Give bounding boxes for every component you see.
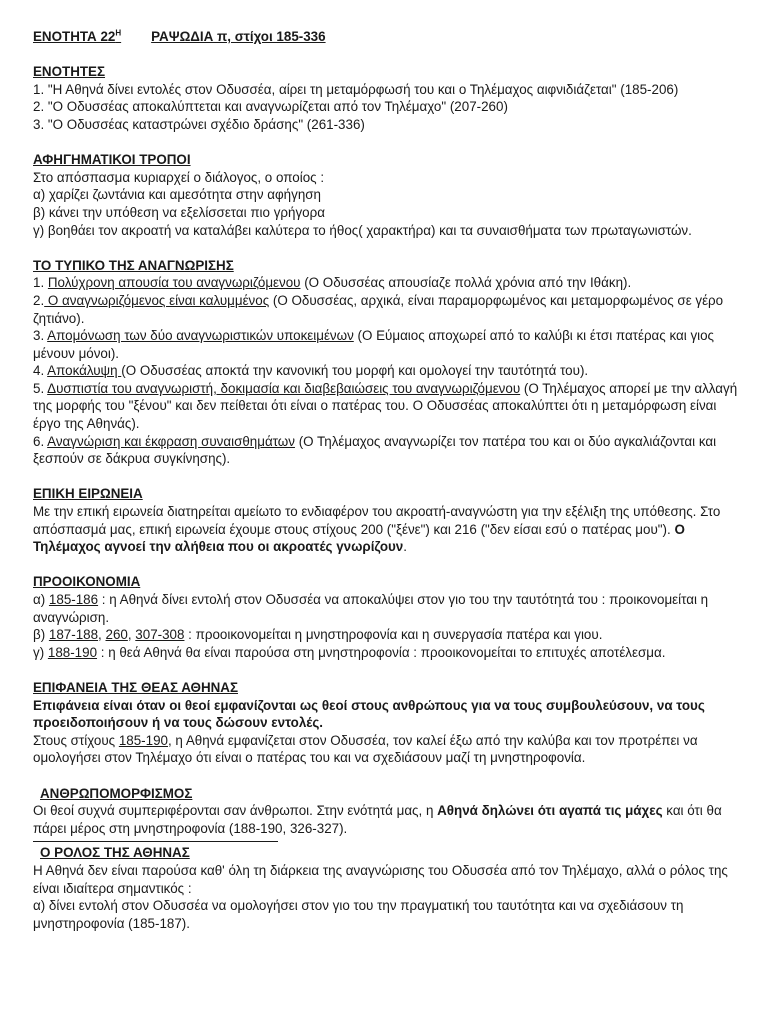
typiko-item: 2. Ο αναγνωριζόμενος είναι καλυμμένος (Ο Οδυσσέας, αρχικά, είναι παραμορφωμένος και μεταμορφωμένος σε γέρο ζητιάνο). xyxy=(33,292,724,326)
typiko-item: 5. Δυσπιστία του αναγνωριστή, δοκιμασία και διαβεβαιώσεις του αναγνωριζόμενου (Ο Τηλέμαχος απορεί με την αλλαγή της μορφής του "ξένου" και δεν πείθεται ότι είναι ο πατέρας του. Ο Οδυσσέας αποκαλύπτει ότι η μεταμόρφωση είναι έργο της Αθηνάς). xyxy=(33,380,738,432)
heading-eironeia: ΕΠΙΚΗ ΕΙΡΩΝΕΙΑ xyxy=(33,486,143,502)
prooikonomia-item: α) 185-186 : η Αθηνά δίνει εντολή στον Οδυσσέα να αποκαλύψει στον γιο του την ταυτότητά του : προικονομείται η αναγνώριση. xyxy=(33,592,709,625)
eironeia-text: Με την επική ειρωνεία διατηρείται αμείωτο το ενδιαφέρον του ακροατή-αναγνώστη για την εξέλιξη της υπόθεσης. Στο απόσπασμά μας, επική ειρωνεία έχουμε στους στίχους 200 ("ξένε") και 216 ("δεν είσαι εσύ ο πατέρας μου"). Ο Τηλέμαχος αγνοεί την αλήθεια που οι ακροατές γνωρίζουν. xyxy=(33,504,721,555)
tropoi-item: α) χαρίζει ζωντάνια και αμεσότητα στην αφήγηση xyxy=(33,187,321,203)
anthropo-text: Οι θεοί συχνά συμπεριφέρονται σαν άνθρωποι. Στην ενότητά μας, η Αθηνά δηλώνει ότι αγαπά τις μάχες και ότι θα πάρει μέρος στη μνηστηροφονία (188-190, 326-327). xyxy=(33,803,722,836)
typiko-item: 1. Πολύχρονη απουσία του αναγνωριζόμενου (Ο Οδυσσέας απουσίαζε πολλά χρόνια από την Ιθάκη). xyxy=(33,275,632,291)
heading-anthropomorfismos: ΑΝΘΡΩΠΟΜΟΡΦΙΣΜΟΣ xyxy=(40,785,193,801)
enotita-item: 1. "Η Αθηνά δίνει εντολές στον Οδυσσέα, αίρει τη μεταμόρφωσή του και ο Τηλέμαχος αιφνιδιάζεται" (185-206) xyxy=(33,81,679,97)
tropoi-item: γ) βοηθάει τον ακροατή να καταλάβει καλύτερα το ήθος( χαρακτήρα) και τα συναισθήματα των πρωταγωνιστών. xyxy=(33,222,692,238)
heading-prooikonomia: ΠΡΟΟΙΚΟΝΟΜΙΑ xyxy=(33,574,141,590)
epifaneia-text: Στους στίχους 185-190, η Αθηνά εμφανίζεται στον Οδυσσέα, τον καλεί έξω από την καλύβα και τον προτρέπει να ομολογήσει στον Τηλέμαχο ότι είναι ο πατέρας του και να σχεδιάσουν μαζί τη μνηστηροφονία. xyxy=(33,732,698,766)
tropoi-intro: Στο απόσπασμα κυριαρχεί ο διάλογος, ο οποίος : xyxy=(33,169,325,185)
typiko-item: 4. Αποκάλυψη (Ο Οδυσσέας αποκτά την κανονική του μορφή και ομολογεί την ταυτότητά του). xyxy=(33,363,589,379)
heading-enotites: ΕΝΟΤΗΤΕΣ xyxy=(33,64,106,80)
typiko-item: 3. Απομόνωση των δύο αναγνωριστικών υποκειμένων (Ο Εύμαιος αποχωρεί από το καλύβι κι έτσι πατέρας και γιος μένουν μόνοι). xyxy=(33,328,715,361)
horizontal-rule xyxy=(33,841,278,842)
document-page xyxy=(33,28,738,932)
epifaneia-definition: Επιφάνεια είναι όταν οι θεοί εμφανίζονται ως θεοί στους ανθρώπους για να τους συμβουλεύσουν, να τους προειδοποιήσουν ή να τους δώσουν εντολές. xyxy=(33,697,705,731)
rolos-intro: Η Αθηνά δεν είναι παρούσα καθ' όλη τη διάρκεια της αναγνώρισης του Οδυσσέα από τον Τηλέμαχο, αλλά ο ρόλος της είναι ιδιαίτερα σημαντικός : xyxy=(33,862,728,896)
tropoi-item: β) κάνει την υπόθεση να εξελίσσεται πιο γρήγορα xyxy=(33,204,325,220)
heading-rolos: Ο ΡΟΛΟΣ ΤΗΣ ΑΘΗΝΑΣ xyxy=(40,845,190,861)
page-title: ΕΝΟΤΗΤΑ $22^H$ ΡΑΨΩΔΙΑ π, στίχοι 185-336 xyxy=(33,28,326,44)
enotita-item: 3. "Ο Οδυσσέας καταστρώνει σχέδιο δράσης" (261-336) xyxy=(33,116,365,132)
heading-tropoi: ΑΦΗΓΗΜΑΤΙΚΟΙ ΤΡΟΠΟΙ xyxy=(33,152,191,168)
prooikonomia-item: γ) 188-190 : η θεά Αθηνά θα είναι παρούσα στη μνηστηροφονία : προοικονομείται το επιτυχές αποτέλεσμα. xyxy=(33,644,666,660)
heading-typiko: ΤΟ ΤΥΠΙΚΟ ΤΗΣ ΑΝΑΓΝΩΡΙΣΗΣ xyxy=(33,257,234,273)
typiko-item: 6. Αναγνώριση και έκφραση συναισθημάτων (Ο Τηλέμαχος αναγνωρίζει τον πατέρα του και οι δύο αγκαλιάζονται και ξεσπούν σε δάκρυα συγκίνησης). xyxy=(33,433,717,467)
prooikonomia-item: β) 187-188, 260, 307-308 : προοικονομείται η μνηστηροφονία και η συνεργασία πατέρα και γιου. xyxy=(33,627,603,643)
heading-epifaneia: ΕΠΙΦΑΝΕΙΑ ΤΗΣ ΘΕΑΣ ΑΘΗΝΑΣ xyxy=(33,679,238,695)
enotita-item: 2. "Ο Οδυσσέας αποκαλύπτεται και αναγνωρίζεται από τον Τηλέμαχο" (207-260) xyxy=(33,99,508,115)
rolos-item: α) δίνει εντολή στον Οδυσσέα να ομολογήσει στον γιο του την πραγματική του ταυτότητα και να σχεδιάσουν τη μνηστηροφονία (185-187). xyxy=(33,898,684,931)
